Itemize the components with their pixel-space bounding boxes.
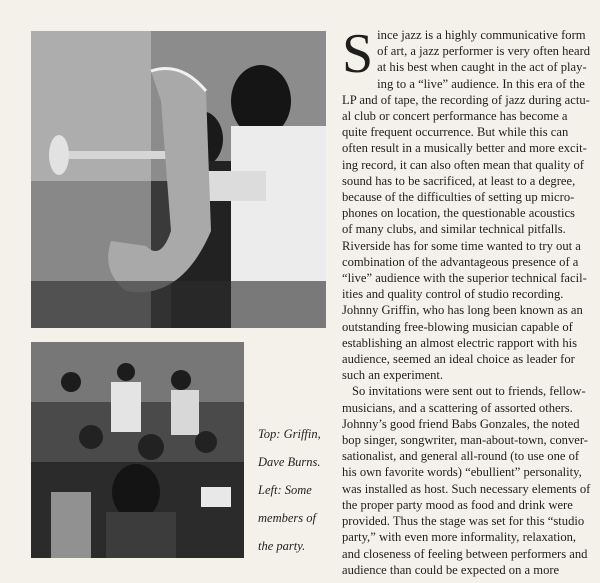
text-line: was installed as host. Such necessary elements of <box>342 481 591 496</box>
text-line: provided. Thus the stage was set for this “studio <box>342 514 585 529</box>
drop-cap: S <box>342 23 374 85</box>
photo-griffin-and-burns <box>31 31 326 328</box>
text-line: Johnny Griffin, who has long been known as an <box>342 303 583 318</box>
article-column <box>342 23 591 578</box>
text-line: musicians, and a scattering of assorted others. <box>342 400 573 415</box>
caption-line: Left: Some <box>258 483 312 497</box>
text-line: ing to a “live” audience. In this era of the <box>377 76 585 91</box>
text-line: often result in a musically better and more excit- <box>342 141 587 156</box>
text-line: ing record, it can also often mean that quality of <box>342 157 584 172</box>
text-line: ince jazz is a highly communicative form <box>377 28 586 42</box>
text-line: at his best when caught in the act of play- <box>377 60 587 75</box>
text-line: combination of the advantageous presence of a <box>342 254 579 269</box>
text-line: LP and of tape, the recording of jazz during actu- <box>342 92 590 107</box>
paragraph-2 <box>342 383 591 577</box>
text-line: “live” audience with the superior technical facil- <box>342 271 587 286</box>
text-line: ities and quality control of studio recording. <box>342 287 564 302</box>
text-line: audience than could be expected on a more <box>342 562 560 577</box>
text-line: sound has to be sacrificed, at least to a degree, <box>342 173 576 188</box>
text-line: bop singer, songwriter, man-about-town, conver- <box>342 433 589 448</box>
photo-caption <box>258 420 330 560</box>
text-line: such an experiment. <box>342 368 444 383</box>
text-line: Riverside has for some time wanted to try out a <box>342 238 581 253</box>
text-line: So invitations were sent out to friends, fellow- <box>352 384 586 399</box>
text-line: outstanding free-blowing musician capable of <box>342 319 573 334</box>
paragraph-1 <box>342 23 591 383</box>
text-line: of many clubs, and similar technical pitfalls. <box>342 222 566 237</box>
caption-line: the party. <box>258 539 306 553</box>
text-line: and closeness of feeling between performers and <box>342 546 588 561</box>
caption-line: Dave Burns. <box>258 455 321 469</box>
text-line: quite frequent occurrence. But while this can <box>342 125 569 140</box>
text-line: Johnny’s good friend Babs Gonzales, the noted <box>342 416 580 431</box>
photo-party-members <box>31 342 244 558</box>
caption-line: members of <box>258 511 316 525</box>
text-line: audience, seemed an ideal choice as leader for <box>342 352 575 367</box>
caption-line: Top: Griffin, <box>258 427 321 441</box>
text-line: his own favorite words) “ebullient” personality, <box>342 465 582 480</box>
text-line: because of the difficulties of setting up micro- <box>342 190 575 205</box>
text-line: establishing an almost electric rapport with his <box>342 335 578 350</box>
text-line: of art, a jazz performer is very often heard <box>377 44 591 59</box>
text-line: phones on location, the questionable acoustics <box>342 206 575 221</box>
text-line: al club or concert performance has become a <box>342 109 568 124</box>
text-line: sationalist, and general all-round (to use one of <box>342 449 580 464</box>
text-line: the proper party mood as food and drink were <box>342 497 573 512</box>
text-line: party,” with even more informality, relaxation, <box>342 530 577 545</box>
